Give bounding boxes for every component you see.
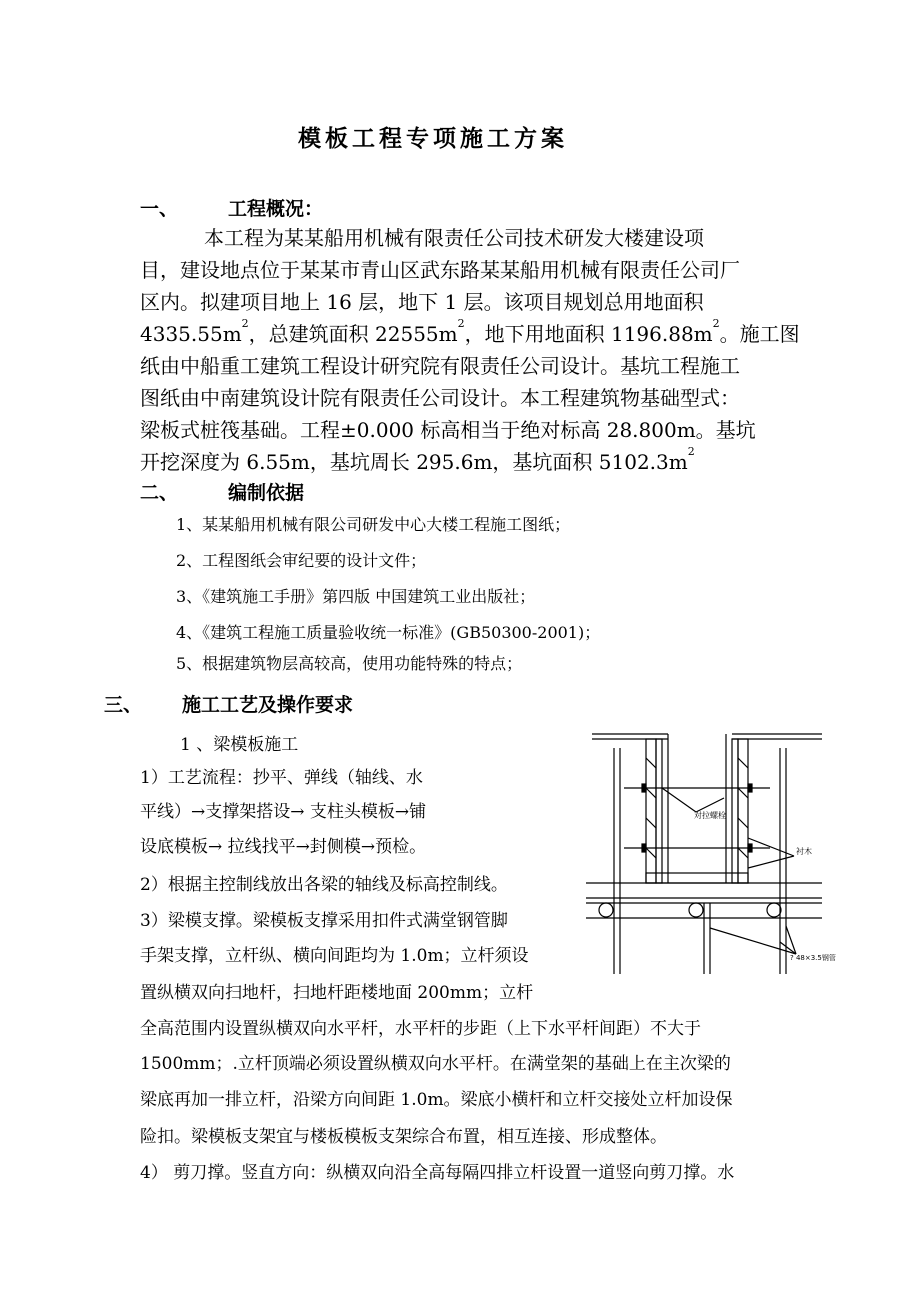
leader-line [662, 788, 696, 812]
bolt-nut [642, 844, 646, 852]
list-item: 4、《建筑工程施工质量验收统一标准》(GB50300-2001)； [176, 623, 601, 642]
list-item: 2、工程图纸会审纪要的设计文件； [176, 551, 427, 570]
section2-number: 二、 [140, 482, 179, 504]
section1-line: 纸由中船重工建筑工程设计研究院有限责任公司设计。基坑工程施工 [140, 354, 740, 378]
tube-section [767, 903, 781, 917]
tube-section [689, 903, 703, 917]
label-tie-bolt: 对拉螺栓 [694, 811, 726, 820]
list-item: 5、根据建筑物层高较高，使用功能特殊的特点； [176, 654, 523, 673]
beam-formwork-diagram [584, 728, 836, 978]
tube-section [599, 903, 613, 917]
section2-heading: 编制依据 [228, 482, 305, 504]
bolt-nut [748, 844, 752, 852]
section3-line: 3）梁模支撑。梁模板支撑采用扣件式满堂钢管脚 [140, 911, 508, 931]
section3-line: 1）工艺流程：抄平、弹线（轴线、水 [140, 768, 423, 788]
bottom-form [646, 873, 748, 883]
leader-line [696, 798, 724, 812]
section1-number: 一、 [140, 198, 179, 220]
section3-line: 全高范围内设置纵横双向水平杆，水平杆的步距（上下水平杆间距）不大于 [140, 1019, 701, 1039]
section1-line: 图纸由中南建筑设计院有限责任公司设计。本工程建筑物基础型式： [140, 386, 740, 410]
side-lining-right [732, 739, 738, 883]
section3-line: 梁底再加一排立杆，沿梁方向间距 1.0m。梁底小横杆和立杆交接处立杆加设保 [140, 1090, 733, 1110]
side-form-right [738, 739, 748, 883]
side-lining-left [656, 739, 662, 883]
section1-line: 本工程为某某船用机械有限责任公司技术研发大楼建设项 [204, 226, 704, 250]
section1-line: 区内。拟建项目地上 16 层，地下 1 层。该项目规划总用地面积 [140, 290, 704, 314]
label-lining-wood: 衬木 [796, 847, 812, 856]
section3-heading: 施工工艺及操作要求 [182, 694, 354, 716]
leader-line [710, 928, 796, 954]
section3-line: 2）根据主控制线放出各梁的轴线及标高控制线。 [140, 875, 508, 895]
section3-line: 4） 剪刀撑。竖直方向：纵横双向沿全高每隔四排立杆设置一道竖向剪刀撑。水 [140, 1163, 735, 1183]
section1-line: 目，建设地点位于某某市青山区武东路某某船用机械有限责任公司厂 [140, 258, 740, 282]
side-form-left [646, 739, 656, 883]
leader-line [748, 856, 794, 868]
section1-line: 梁板式桩筏基础。工程±0.000 标高相当于绝对标高 28.800m。基坑 [140, 418, 756, 442]
section1-line-areas: $4335.55m^2$，总建筑面积 $22555m^2$，地下用地面积 $1196.88m^2$。施工图 [140, 317, 800, 346]
bolt-nut [748, 784, 752, 792]
label-steel-pipe: ? 48×3.5钢管 [790, 954, 836, 962]
section3-line: 设底模板→ 拉线找平→封侧模→预检。 [140, 837, 427, 857]
list-item: 1、某某船用机械有限公司研发中心大楼工程施工图纸； [176, 515, 571, 534]
leader-line [748, 838, 794, 856]
section3-line: 1500mm；.立杆顶端必须设置纵横双向水平杆。在满堂架的基础上在主次梁的 [140, 1054, 731, 1074]
page-title: 模板工程专项施工方案 [298, 126, 568, 152]
section3-line: 险扣。梁模板支架宜与楼板模板支架综合布置，相互连接、形成整体。 [140, 1127, 667, 1147]
section3-line: 手架支撑，立杆纵、横向间距均为 1.0m；立杆须设 [140, 946, 529, 966]
list-item: 3、《建筑施工手册》第四版 中国建筑工业出版社； [176, 587, 536, 606]
subsection-heading: 1 、梁模板施工 [180, 735, 299, 755]
form-hatching [646, 758, 748, 858]
section3-line: 置纵横双向扫地杆，扫地杆距楼地面 200mm；立杆 [140, 983, 534, 1003]
section3-number: 三、 [104, 694, 143, 716]
section1-heading: 工程概况： [228, 198, 324, 220]
section1-line-pit: 开挖深度为 6.55m，基坑周长 295.6m，基坑面积 $5102.3m^2$ [140, 445, 695, 474]
bolt-nut [642, 784, 646, 792]
section3-line: 平线）→支撑架搭设→ 支柱头模板→铺 [140, 802, 427, 822]
